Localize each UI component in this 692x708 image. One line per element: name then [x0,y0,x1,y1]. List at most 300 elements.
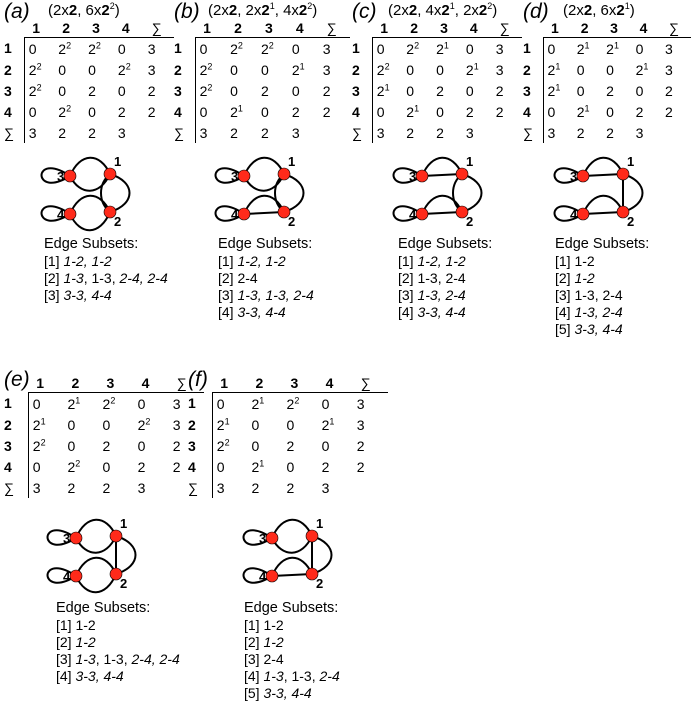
matrix-cell [63,477,98,498]
matrix-row [188,393,388,415]
cell-value: 0 [406,82,415,99]
matrix-cell [99,456,134,477]
matrix-cell [144,59,174,80]
matrix-cell [372,38,402,60]
edge-subsets [398,236,492,321]
cell-value: 3 [635,124,644,141]
title-part-b1: 2 [68,2,78,19]
subset-text: [2] [56,634,76,650]
matrix-col-header: 1 [380,20,389,36]
matrix-corner [4,374,28,393]
cell-exponent: 2 [207,81,213,92]
cell-exponent: 1 [224,415,230,426]
matrix-cell [212,414,247,435]
subset-text: 1-3 [63,270,84,286]
matrix-cell [283,393,318,415]
matrix-row-header: 3 [4,437,12,454]
edge-subsets-title: Edge Subsets: [244,600,339,616]
edge-1-2-arc [284,174,304,212]
cell-value: 0 [88,103,96,120]
cell-value: 0 [137,437,146,454]
cell-value: 0 [102,458,111,475]
matrix-cell [84,59,114,80]
cell-value: 0 [286,416,295,433]
cell-value: 3 [547,124,556,141]
node-label: 1 [120,516,128,531]
cell-value: 2 [28,82,37,99]
matrix-row-header: 2 [523,61,531,78]
matrix-cell [63,393,98,415]
title-part-sup: 1 [449,1,455,11]
node-3 [416,170,428,182]
matrix-cell [114,38,144,60]
node-label: 1 [316,516,324,531]
matrix-col-header: 1 [551,20,559,36]
node-label: 2 [627,214,635,229]
node-1 [104,168,116,180]
matrix-header-row [352,19,522,38]
node-label: 3 [57,169,65,184]
node-label: 4 [57,207,65,222]
cell-value: 2 [102,395,111,412]
matrix-cell [602,59,631,80]
edge-subset-item [44,270,168,287]
node-4 [577,208,589,220]
subset-text: [3] [56,651,76,667]
node-label: 3 [570,169,578,184]
cell-value: 0 [286,458,295,475]
cell-exponent: 1 [384,81,390,92]
panel-title [563,2,635,19]
title-part-sup: 1 [269,1,275,11]
matrix-row-header: 3 [523,82,531,99]
edge-subset-item [555,304,649,321]
matrix-col-header: 4 [639,20,648,36]
panel-d [523,0,691,350]
cell-value: 0 [465,40,474,57]
matrix-cell [353,414,388,435]
cell-value: 2 [465,103,474,120]
subset-text: 2-4 [237,270,258,286]
matrix-row-header: 2 [352,61,360,78]
cell-value: 2 [436,124,444,141]
subset-text: [2] [218,270,238,286]
cell-value: 0 [58,61,67,78]
adjacency-matrix [523,19,691,143]
matrix-col-header: 1 [32,20,41,36]
matrix-row-header: 4 [352,103,360,120]
matrix-cell [573,80,602,101]
cell-exponent: 1 [329,415,335,426]
cell-value: 0 [606,61,614,78]
cell-value: 2 [147,82,156,99]
cell-value: 2 [376,61,385,78]
cell-value: 0 [199,103,208,120]
node-4 [238,208,250,220]
matrix-cell [372,122,402,143]
matrix-col-header: 1 [220,375,229,391]
matrix-row-header: ∑ [174,124,184,141]
matrix-cell [632,80,661,101]
cell-exponent: 2 [36,81,42,92]
matrix-row-header: 1 [523,40,531,57]
matrix-cell [195,80,226,101]
matrix-cell [318,414,353,435]
node-1 [617,168,629,180]
matrix-cell [257,80,288,101]
cell-exponent: 1 [584,102,590,113]
edge-subset-item [44,287,168,304]
node-label: 2 [466,214,474,229]
panel-label: (b) [174,0,200,23]
matrix-header-row [4,19,174,38]
matrix-cell [144,38,174,60]
edge-subset-item [398,287,492,304]
cell-exponent: 1 [40,415,46,426]
subset-text: 1-2 [75,617,96,633]
edge-subsets-title: Edge Subsets: [56,600,151,616]
matrix-cell [632,122,661,143]
matrix-cell [257,101,288,122]
matrix-col-header: 4 [325,375,334,391]
matrix-cell [114,59,144,80]
matrix-cell [24,80,54,101]
cell-exponent: 1 [555,81,561,92]
matrix-row [4,59,174,80]
panel-title [208,2,317,19]
node-label: 4 [570,207,578,222]
edge-subset-item [244,685,340,702]
title-part-b3: 2 [478,2,488,19]
subset-text: [4] [218,304,238,320]
edge-subset-item [244,651,340,668]
matrix-cell [372,101,402,122]
cell-value: 2 [465,61,474,78]
edge-1-2-arc [110,174,130,212]
panel-b [174,0,350,340]
cell-value: 0 [321,395,330,412]
matrix-cell [319,101,350,122]
subset-text: [3] [218,287,238,303]
matrix-row-header: 2 [188,416,196,433]
cell-exponent: 1 [613,39,619,50]
matrix-cell [543,59,573,80]
matrix-row [352,101,522,122]
matrix-col-header: 4 [469,20,478,36]
matrix-cell [114,80,144,101]
title-part-b1: 2 [408,2,418,19]
cell-value: 2 [606,82,614,99]
matrix-cell [28,414,63,435]
cell-value: 0 [32,458,41,475]
edge-subsets-title: Edge Subsets: [218,236,313,252]
edge-subsets-title: Edge Subsets: [44,236,139,252]
cell-value: 3 [32,479,41,496]
cell-value: 2 [635,103,644,120]
matrix-cell [432,101,462,122]
cell-value: 2 [147,103,156,120]
title-part-b2: 2 [441,2,450,19]
subset-text: , 1-3, [95,651,132,667]
matrix-row-header: 1 [4,395,12,412]
title-part-sup3: 2 [307,1,313,11]
matrix-row-header: 1 [174,40,182,57]
cell-exponent: 2 [95,39,101,50]
subset-text: , 1-3, [83,270,120,286]
matrix-cell [99,393,134,415]
matrix-row-header: ∑ [523,124,533,141]
matrix-row [174,80,350,101]
matrix-cell [318,477,353,498]
cell-exponent: 2 [40,436,46,447]
node-label: 1 [466,154,474,169]
matrix-cell [144,122,174,143]
node-label: 2 [288,214,296,229]
subset-text: 1-3, 2-4 [417,270,466,286]
matrix-row-header: 1 [188,395,196,412]
cell-value: 3 [147,61,156,78]
matrix-row-header: 4 [523,103,531,120]
matrix-cell [353,393,388,415]
cell-value: 2 [665,82,673,99]
matrix-cell [84,38,114,60]
cell-value: 0 [576,61,585,78]
matrix-col-header: 2 [580,20,589,36]
node-label: 4 [63,569,71,584]
node-label: 2 [114,214,122,229]
cell-value: 3 [376,124,385,141]
matrix-cell [573,38,602,60]
cell-value: 2 [406,103,415,120]
matrix-row-header: 3 [174,82,182,99]
cell-value: 2 [406,40,415,57]
multigraph [214,156,310,228]
multigraph [40,156,136,228]
cell-exponent: 1 [414,102,420,113]
matrix-cell [24,122,54,143]
matrix-row [4,101,174,122]
matrix-col-header: 2 [62,20,71,36]
cell-value: 3 [172,416,181,433]
matrix-col-header: ∑ [360,375,371,391]
cell-value: 3 [117,124,126,141]
adjacency-matrix [4,374,204,498]
cell-value: 2 [58,103,67,120]
matrix-cell [402,80,432,101]
cell-exponent: 1 [555,60,561,71]
cell-value: 3 [216,479,225,496]
edge-subset-item [56,668,180,685]
matrix-cell [212,435,247,456]
matrix-cell [402,122,432,143]
cell-value: 3 [356,416,365,433]
title-part-b2: 2 [616,2,625,19]
matrix-row [188,456,388,477]
matrix-col-header: 2 [410,20,419,36]
cell-value: 2 [286,479,295,496]
edge-subsets [56,600,180,685]
matrix-row [174,101,350,122]
matrix-cell [288,80,319,101]
matrix-row-header: ∑ [4,479,14,496]
matrix-cell [543,101,573,122]
cell-exponent: 2 [414,39,420,50]
matrix-row-header: 4 [4,103,12,120]
matrix-header-row [174,19,350,38]
title-part-b1: 2 [228,2,238,19]
cell-value: 0 [635,82,644,99]
cell-value: 0 [321,437,330,454]
matrix-cell [543,80,573,101]
panel-label: (d) [523,0,549,23]
cell-value: 3 [495,61,504,78]
cell-value: 0 [137,395,146,412]
cell-value: 2 [321,458,330,475]
edge-subset-item [555,287,649,304]
matrix-cell [661,80,691,101]
matrix-corner [523,19,543,38]
matrix-cell [319,38,350,60]
edge-subset-item [244,634,340,651]
matrix-cell [462,122,492,143]
matrix-cell [288,59,319,80]
edge-subset-item [44,253,168,270]
adjacency-matrix [4,19,174,143]
matrix-cell [247,435,282,456]
matrix-cell [492,101,522,122]
panel-a [4,0,174,303]
matrix-cell [288,38,319,60]
multigraph [553,156,649,228]
edge-1-2-arc [116,536,136,574]
title-part-post: , 4x [274,2,299,19]
matrix-cell [54,80,84,101]
title-part-pre: (2x [563,2,584,19]
matrix-cell [573,59,602,80]
cell-value: 2 [322,103,331,120]
cell-value: 2 [67,395,76,412]
cell-value: 2 [576,40,585,57]
subset-text: [2] [44,270,64,286]
matrix-corner [4,19,24,38]
subset-text: [1] [218,253,238,269]
matrix-cell [114,122,144,143]
matrix-col-header: ∑ [669,20,680,36]
edge-1-2-arc [312,536,332,574]
cell-value: 2 [88,82,96,99]
matrix-cell [84,80,114,101]
subset-text: [1] [44,253,64,269]
matrix-row-header: 1 [352,40,360,57]
matrix-col-header: ∑ [499,20,510,36]
subset-text: 2-4, 2-4 [131,651,180,667]
cell-value: 2 [606,40,614,57]
matrix-row [4,414,204,435]
matrix-col-header: 3 [92,20,100,36]
matrix-col-header: 3 [106,375,115,391]
multigraph [392,156,488,228]
matrix-corner [174,19,195,38]
subset-text: 3-3, 4-4 [417,304,466,320]
cell-exponent: 2 [36,60,42,71]
matrix-cell [247,393,282,415]
node-4 [64,208,76,220]
matrix-row-header: 1 [4,40,12,57]
subset-text: [4] [398,304,418,320]
cell-value: 2 [547,82,556,99]
matrix-col-header: ∑ [326,20,337,36]
matrix-cell [226,122,257,143]
cell-exponent: 1 [259,394,265,405]
matrix-cell [84,101,114,122]
matrix-row [352,122,522,143]
cell-value: 2 [286,395,295,412]
matrix-cell [134,435,169,456]
title-part-mid: , 4x [417,2,442,19]
matrix-row [4,477,204,498]
cell-exponent: 2 [145,415,151,426]
edge-subsets [44,236,168,304]
matrix-cell [24,101,54,122]
title-part-post: , 2x [454,2,479,19]
matrix-cell [195,122,226,143]
cell-value: 2 [356,458,365,475]
cell-value: 2 [321,416,330,433]
matrix-cell [602,101,631,122]
cell-value: 2 [547,61,556,78]
matrix-cell [432,80,462,101]
matrix-cell [353,456,388,477]
cell-value: 2 [32,437,41,454]
matrix-row-header: ∑ [352,124,362,141]
matrix-cell [492,80,522,101]
cell-value: 2 [635,61,644,78]
subset-text: 1-2 [263,617,284,633]
matrix-cell [318,456,353,477]
matrix-cell [99,435,134,456]
matrix-cell [543,38,573,60]
cell-exponent: 2 [75,457,81,468]
subset-text: 1-3, 1-3, 2-4 [237,287,314,303]
matrix-row [174,38,350,60]
cell-value: 2 [137,458,146,475]
matrix-cell [24,38,54,60]
panel-title [48,2,120,19]
matrix-cell [212,393,247,415]
cell-value: 2 [216,437,225,454]
cell-value: 0 [547,40,556,57]
cell-value: 0 [28,40,37,57]
cell-value: 2 [67,479,76,496]
cell-value: 0 [216,395,225,412]
cell-value: 3 [495,40,504,57]
matrix-row [4,393,204,415]
edge-subsets-title: Edge Subsets: [398,236,493,252]
title-part-sup3: 2 [487,1,493,11]
title-part-pre: (2x [388,2,409,19]
matrix-cell [54,38,84,60]
subset-text: 1-3, 2-4 [574,304,623,320]
matrix-cell [602,38,631,60]
panel-label: (f) [188,368,208,391]
matrix-cell [283,435,318,456]
matrix-row [523,59,691,80]
matrix-cell [195,59,226,80]
node-label: 3 [63,531,71,546]
cell-value: 0 [436,61,444,78]
matrix-cell [492,122,522,143]
matrix-cell [462,101,492,122]
